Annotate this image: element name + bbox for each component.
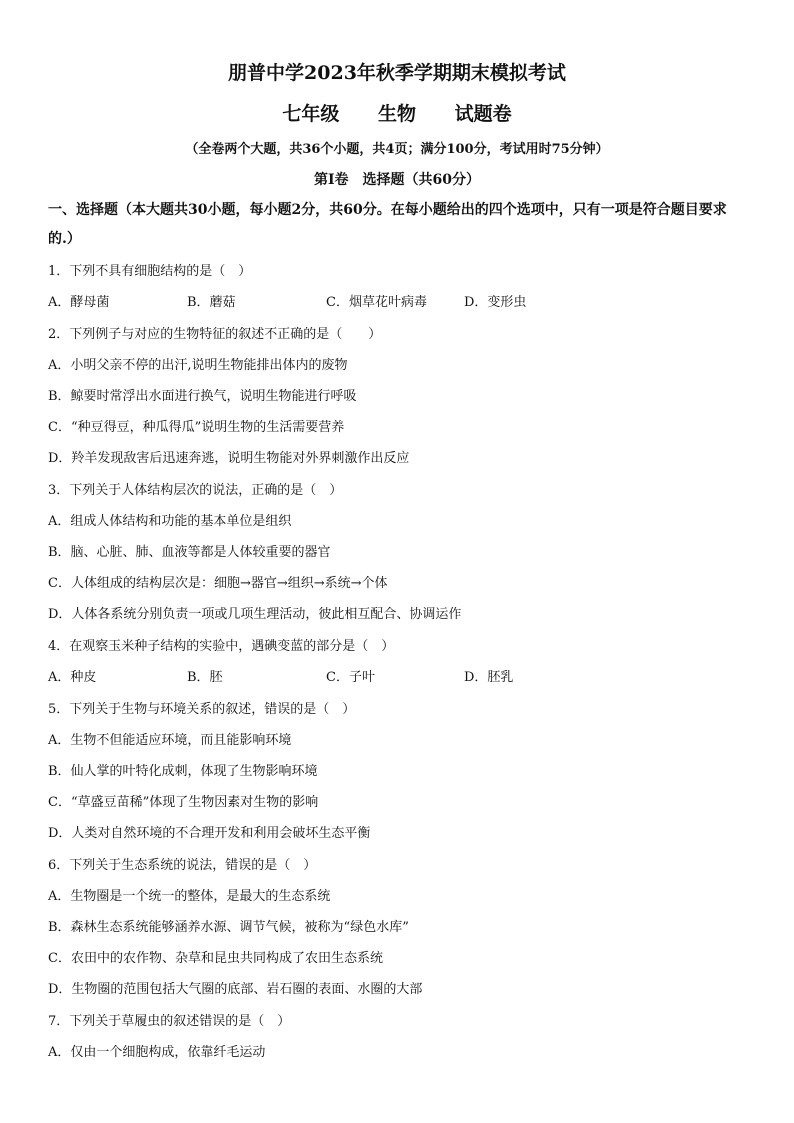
question-3-option-b: B．脑、心脏、肺、血液等都是人体较重要的器官 — [48, 545, 331, 560]
question-3-option-d: D．人体各系统分别负责一项或几项生理活动，彼此相互配合、协调运作 — [48, 607, 462, 622]
question-3-option-a: A．组成人体结构和功能的基本单位是组织 — [48, 514, 292, 529]
exam-subtitle — [0, 99, 794, 126]
subject-label: 生物 — [377, 103, 416, 125]
question-5-stem: 5．下列关于生物与环境关系的叙述，错误的是（ ） — [48, 702, 356, 717]
question-7-stem: 7．下列关于草履虫的叙述错误的是（ ） — [48, 1014, 291, 1029]
option-b: B．蘑菇 — [187, 295, 236, 310]
paper-label: 试题卷 — [454, 103, 512, 125]
grade-label: 七年级 — [282, 103, 340, 125]
option-b: B．胚 — [187, 670, 223, 685]
option-c: C．烟草花叶病毒 — [326, 295, 427, 310]
question-2-option-b: B．鲸要时常浮出水面进行换气，说明生物能进行呼吸 — [48, 389, 357, 404]
question-2-stem: 2．下列例子与对应的生物特征的叙述不正确的是（ ） — [48, 327, 382, 342]
option-a: A．酵母菌 — [48, 295, 110, 310]
exam-title: 朋普中学2023年秋季学期期末模拟考试 — [228, 62, 566, 84]
question-4-stem: 4．在观察玉米种子结构的实验中，遇碘变蓝的部分是（ ） — [48, 639, 395, 654]
question-6-option-b: B．森林生态系统能够涵养水源、调节气候，被称为“绿色水库” — [48, 920, 409, 935]
question-5-option-d: D．人类对自然环境的不合理开发和利用会破坏生态平衡 — [48, 826, 371, 841]
question-2-option-c: C．“种豆得豆，种瓜得瓜”说明生物的生活需要营养 — [48, 420, 345, 435]
question-7-option-a: A．仅由一个细胞构成，依靠纤毛运动 — [48, 1045, 266, 1060]
exam-note: （全卷两个大题，共36个小题，共4页；满分100分，考试用时75分钟） — [185, 142, 609, 157]
option-d: D．胚乳 — [464, 670, 514, 685]
section-heading: 一、选择题（本大题共30小题，每小题2分，共60分。在每小题给出的四个选项中，只有一项是符合题目要求的.） — [48, 202, 727, 247]
option-a: A．种皮 — [48, 670, 97, 685]
question-6-option-d: D．生物圈的范围包括大气圈的底部、岩石圈的表面、水圈的大部 — [48, 982, 423, 997]
question-3-option-c: C．人体组成的结构层次是：细胞→器官→组织→系统→个体 — [48, 576, 388, 591]
question-6-option-a: A．生物圈是一个统一的整体，是最大的生态系统 — [48, 889, 331, 904]
question-2-option-d: D．羚羊发现敌害后迅速奔逃，说明生物能对外界刺激作出反应 — [48, 451, 410, 466]
part-title: 第Ⅰ卷 选择题（共60分） — [313, 172, 481, 188]
question-6-option-c: C．农田中的农作物、杂草和昆虫共同构成了农田生态系统 — [48, 951, 383, 966]
question-6-stem: 6．下列关于生态系统的说法，错误的是（ ） — [48, 858, 317, 873]
option-c: C．子叶 — [326, 670, 375, 685]
question-1-stem: 1．下列不具有细胞结构的是（ ） — [48, 264, 252, 279]
question-5-option-b: B．仙人掌的叶特化成刺，体现了生物影响环境 — [48, 764, 318, 779]
option-d: D．变形虫 — [464, 295, 527, 310]
question-2-option-a: A．小明父亲不停的出汗,说明生物能排出体内的废物 — [48, 358, 348, 373]
question-5-option-c: C．“草盛豆苗稀”体现了生物因素对生物的影响 — [48, 795, 319, 810]
question-5-option-a: A．生物不但能适应环境，而且能影响环境 — [48, 733, 292, 748]
question-3-stem: 3．下列关于人体结构层次的说法，正确的是（ ） — [48, 483, 343, 498]
